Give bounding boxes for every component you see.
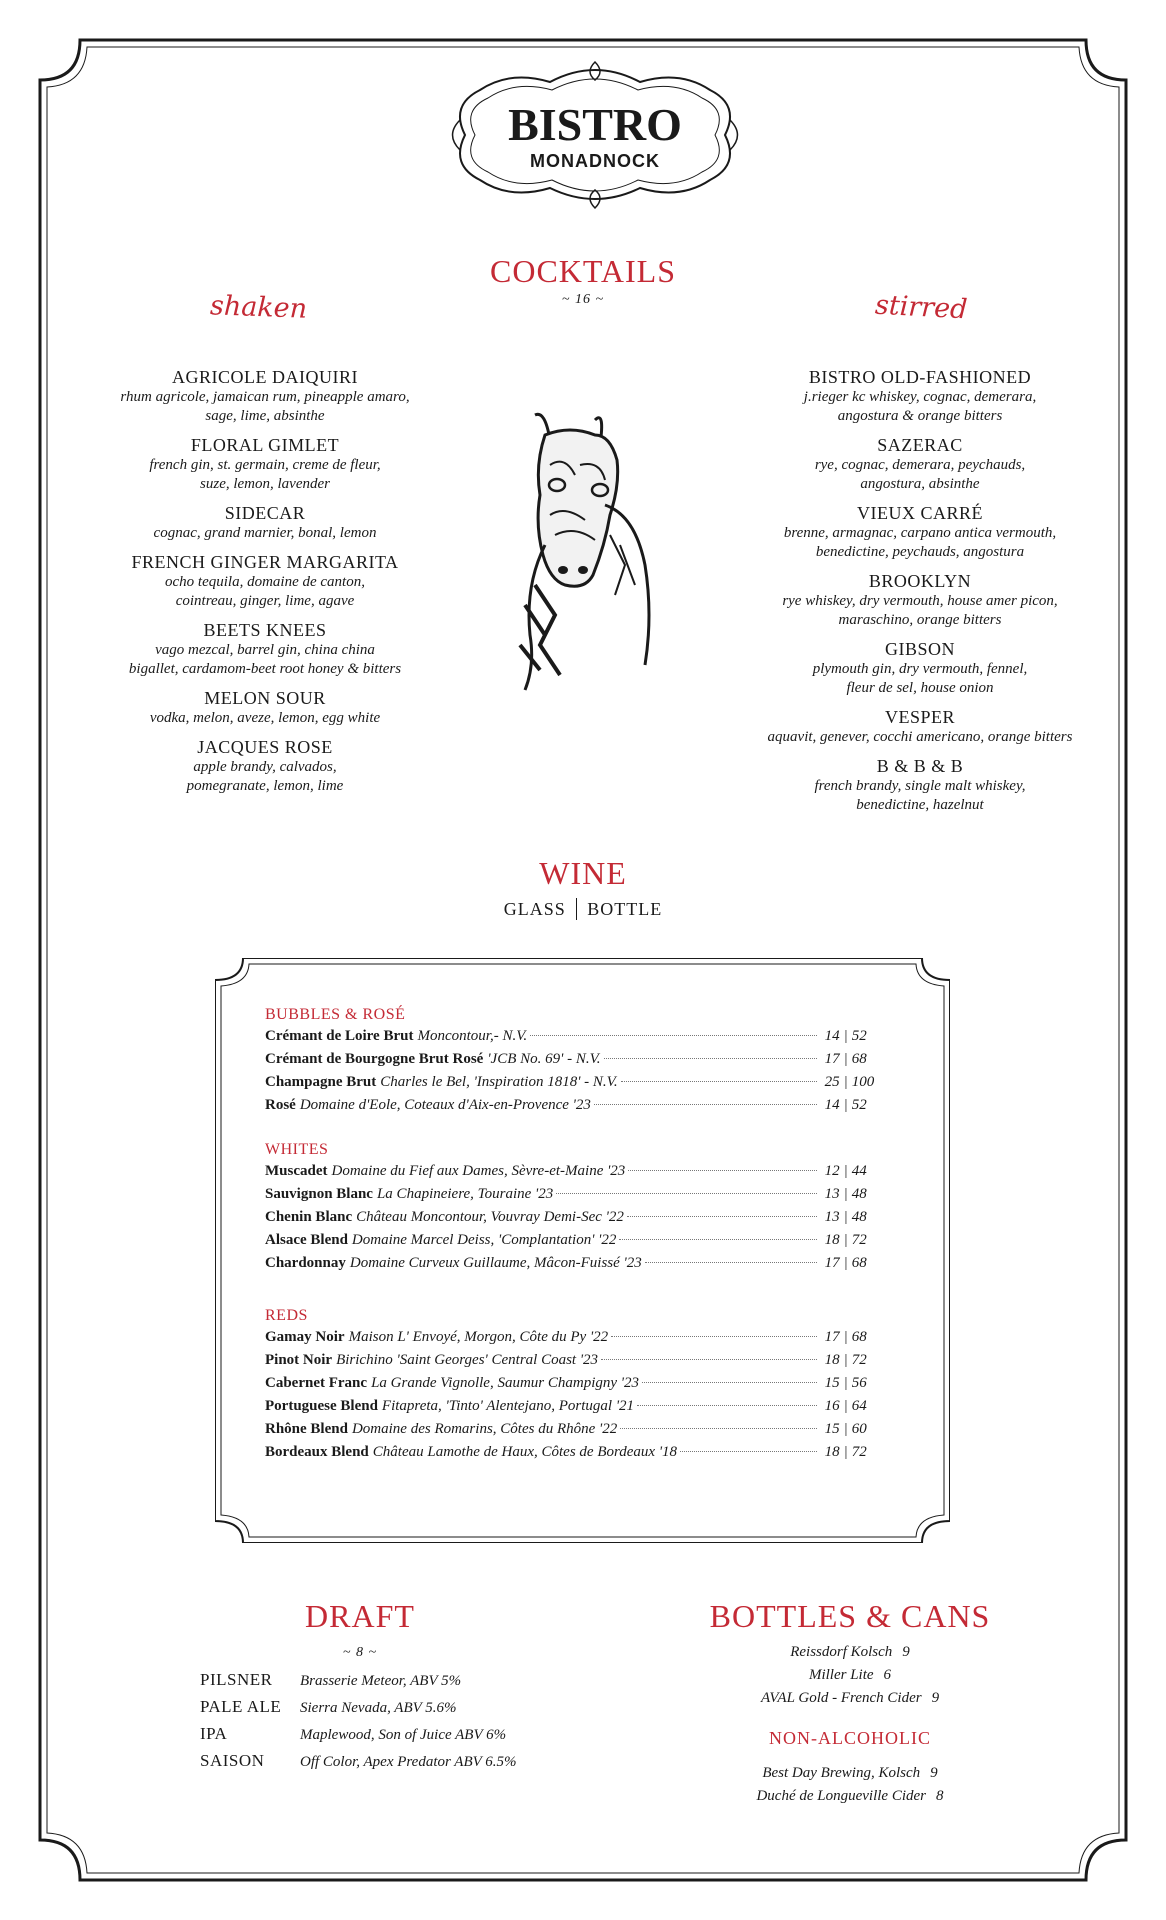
glass-price: 13 (824, 1186, 840, 1202)
wine-name: Crémant de Loire Brut (265, 1028, 414, 1044)
beverage-item (690, 1664, 1010, 1687)
wine-row (265, 1028, 875, 1051)
price-divider: | (843, 1074, 848, 1090)
cocktail-item (745, 366, 1095, 426)
cocktail-ingredients: french gin, st. germain, creme de fleur, (149, 457, 381, 473)
cocktail-item (745, 638, 1095, 698)
dot-leader (604, 1058, 817, 1059)
wine-row (265, 1186, 875, 1209)
beverage-price: 8 (936, 1788, 944, 1804)
cocktail-name: B & B & B (876, 756, 964, 776)
wine-row (265, 1232, 875, 1255)
price-divider: | (843, 1209, 848, 1225)
price-divider: | (843, 1421, 848, 1437)
glass-price: 16 (824, 1398, 840, 1414)
price-divider: | (843, 1398, 848, 1414)
wine-name: Cabernet Franc (265, 1375, 368, 1391)
wine-row (265, 1097, 875, 1120)
glass-price: 17 (824, 1051, 840, 1067)
bottle-price: 48 (851, 1209, 867, 1225)
cocktail-name: BROOKLYN (868, 571, 972, 591)
wine-name: Rhône Blend (265, 1421, 348, 1437)
cocktail-name: GIBSON (884, 639, 955, 659)
glass-price: 17 (824, 1255, 840, 1271)
cocktail-ingredients: suze, lemon, lavender (200, 476, 330, 492)
beverage-price: 9 (902, 1644, 910, 1660)
horse-illustration (505, 405, 655, 695)
price-divider: | (843, 1028, 848, 1044)
glass-price: 12 (824, 1163, 840, 1179)
shaken-list (90, 366, 440, 804)
price-divider: | (843, 1163, 848, 1179)
beverage-price: 6 (883, 1667, 892, 1683)
wine-row (265, 1329, 875, 1352)
wine-list (265, 1005, 875, 1487)
cocktail-item (745, 502, 1095, 562)
wine-price (820, 1097, 875, 1114)
glass-price: 18 (824, 1352, 840, 1368)
cocktail-item (90, 434, 440, 494)
glass-price: 15 (824, 1375, 840, 1391)
beverage-price: 9 (931, 1690, 940, 1706)
cocktail-ingredients: benedictine, hazelnut (856, 797, 984, 813)
logo-subtitle: MONADNOCK (530, 151, 660, 171)
wine-producer: Moncontour,- N.V. (417, 1028, 528, 1044)
beverage-name: AVAL Gold - French Cider (760, 1690, 922, 1706)
bottle-price: 52 (851, 1097, 867, 1113)
cocktail-name: MELON SOUR (204, 688, 326, 708)
draft-item (200, 1670, 461, 1697)
wine-row (265, 1352, 875, 1375)
cocktail-ingredients: brenne, armagnac, carpano antica vermouth, (783, 525, 1057, 541)
wine-price (820, 1074, 875, 1091)
price-divider: | (843, 1255, 848, 1271)
wine-price (820, 1352, 875, 1369)
beverage-name: Best Day Brewing, Kolsch (762, 1765, 921, 1781)
wine-price (820, 1329, 875, 1346)
wine-category-title: WHITES (265, 1141, 329, 1158)
wine-name: Muscadet (265, 1163, 328, 1179)
dot-leader (619, 1239, 817, 1240)
wine-producer: Domaine des Romarins, Côtes du Rhône '22 (351, 1421, 618, 1437)
cocktail-name: BEETS KNEES (203, 620, 327, 640)
beverage-name: Duché de Longueville Cider (756, 1788, 927, 1804)
cocktail-ingredients: vodka, melon, aveze, lemon, egg white (149, 710, 381, 726)
bottles-title: BOTTLES & CANS (709, 1598, 991, 1634)
cocktail-name: AGRICOLE DAIQUIRI (172, 367, 358, 387)
bottle-price: 44 (851, 1163, 867, 1179)
wine-glass-bottle-header (0, 898, 1166, 924)
wine-category (265, 1005, 875, 1120)
bottle-price: 60 (851, 1421, 867, 1437)
beverage-name: Reissdorf Kolsch (790, 1644, 893, 1660)
cocktail-item (745, 570, 1095, 630)
wine-category (265, 1306, 875, 1467)
wine-producer: Birichino 'Saint Georges' Central Coast '23 (336, 1352, 599, 1368)
bottle-price: 100 (851, 1074, 875, 1090)
wine-price (820, 1255, 875, 1272)
wine-row (265, 1074, 875, 1097)
bottle-price: 52 (851, 1028, 867, 1044)
wine-row (265, 1444, 875, 1467)
dot-leader (645, 1262, 817, 1263)
cocktail-ingredients: rye whiskey, dry vermouth, house amer picon, (782, 593, 1058, 609)
cocktail-ingredients: aquavit, genever, cocchi americano, orange bitters (767, 729, 1073, 745)
bottle-price: 68 (851, 1255, 867, 1271)
cocktail-ingredients: j.rieger kc whiskey, cognac, demerara, (803, 389, 1037, 405)
glass-price: 17 (824, 1329, 840, 1345)
cocktail-item (745, 706, 1095, 747)
wine-row (265, 1398, 875, 1421)
cocktails-price: ~ 16 ~ (561, 292, 605, 307)
cocktail-item (90, 502, 440, 543)
cocktail-item (90, 619, 440, 679)
price-divider: | (843, 1352, 848, 1368)
beverage-item (690, 1762, 1010, 1785)
cocktail-name: FLORAL GIMLET (190, 435, 340, 455)
shaken-label: shaken (209, 290, 308, 325)
header-divider (576, 898, 578, 920)
cocktail-item (745, 755, 1095, 815)
glass-price: 15 (824, 1421, 840, 1437)
cocktail-name: FRENCH GINGER MARGARITA (131, 552, 399, 572)
draft-brewery: Off Color, Apex Predator ABV 6.5% (300, 1754, 517, 1770)
cocktails-title: COCKTAILS (490, 253, 676, 289)
draft-item (200, 1751, 517, 1778)
wine-producer: Domaine d'Eole, Coteaux d'Aix-en-Provence '23 (299, 1097, 591, 1113)
dot-leader (621, 1081, 817, 1082)
cocktail-ingredients: french brandy, single malt whiskey, (814, 778, 1026, 794)
bottle-price: 48 (851, 1186, 867, 1202)
wine-category (265, 1140, 875, 1278)
wine-producer: La Grande Vignolle, Saumur Champigny '23 (371, 1375, 639, 1391)
wine-row (265, 1163, 875, 1186)
bottle-price: 72 (851, 1352, 867, 1368)
wine-producer: Domaine Marcel Deiss, 'Complantation' '22 (351, 1232, 617, 1248)
non-alcoholic-list (690, 1762, 1010, 1808)
cocktail-ingredients: sage, lime, absinthe (205, 408, 325, 424)
wine-name: Sauvignon Blanc (265, 1186, 373, 1202)
dot-leader (601, 1359, 817, 1360)
wine-price (820, 1163, 875, 1180)
bottle-price: 72 (851, 1444, 867, 1460)
wine-producer: Château Lamothe de Haux, Côtes de Bordeaux '18 (372, 1444, 678, 1460)
wine-producer: Domaine du Fief aux Dames, Sèvre-et-Maine '23 (331, 1163, 626, 1179)
wine-name: Bordeaux Blend (265, 1444, 369, 1460)
dot-leader (594, 1104, 817, 1105)
dot-leader (627, 1216, 817, 1217)
wine-name: Alsace Blend (265, 1232, 348, 1248)
wine-name: Champagne Brut (265, 1074, 377, 1090)
dot-leader (642, 1382, 817, 1383)
wine-producer: Fitapreta, 'Tinto' Alentejano, Portugal '21 (381, 1398, 635, 1414)
cocktail-item (90, 687, 440, 728)
cocktail-ingredients: angostura, absinthe (860, 476, 980, 492)
wine-price (820, 1232, 875, 1249)
wine-row (265, 1375, 875, 1398)
dot-leader (611, 1336, 817, 1337)
beverage-item (690, 1785, 1010, 1808)
price-divider: | (843, 1375, 848, 1391)
cocktail-ingredients: rye, cognac, demerara, peychauds, (814, 457, 1026, 473)
draft-item (200, 1724, 506, 1751)
bottle-price: 68 (851, 1329, 867, 1345)
draft-price: ~ 8 ~ (342, 1645, 378, 1660)
cocktail-name: BISTRO OLD-FASHIONED (808, 367, 1032, 387)
cocktail-ingredients: plymouth gin, dry vermouth, fennel, (812, 661, 1028, 677)
wine-producer: Domaine Curveux Guillaume, Mâcon-Fuissé '23 (349, 1255, 642, 1271)
wine-name: Pinot Noir (265, 1352, 333, 1368)
wine-producer: Château Moncontour, Vouvray Demi-Sec '22 (356, 1209, 624, 1225)
cocktail-ingredients: bigallet, cardamom-beet root honey & bitters (128, 661, 402, 677)
cocktail-name: VIEUX CARRÉ (857, 503, 983, 523)
price-divider: | (843, 1051, 848, 1067)
glass-price: 14 (824, 1028, 840, 1044)
wine-row (265, 1421, 875, 1444)
wine-name: Chardonnay (265, 1255, 346, 1271)
wine-producer: Maison L' Envoyé, Morgon, Côte du Py '22 (348, 1329, 609, 1345)
cocktail-item (90, 551, 440, 611)
bottle-price: 64 (851, 1398, 867, 1414)
wine-price (820, 1421, 875, 1438)
bottle-price: 72 (851, 1232, 867, 1248)
wine-price (820, 1209, 875, 1226)
cocktail-ingredients: vago mezcal, barrel gin, china china (155, 642, 375, 658)
bottle-label: BOTTLE (587, 899, 663, 920)
price-divider: | (843, 1232, 848, 1248)
cocktail-name: SIDECAR (224, 503, 306, 523)
glass-price: 18 (824, 1232, 840, 1248)
draft-item (200, 1697, 457, 1724)
wine-producer: 'JCB No. 69' - N.V. (487, 1051, 601, 1067)
stirred-list (745, 366, 1095, 823)
bottle-price: 56 (851, 1375, 867, 1391)
draft-title: DRAFT (305, 1598, 415, 1634)
wine-producer: La Chapineiere, Touraine '23 (376, 1186, 554, 1202)
cocktail-ingredients: benedictine, peychauds, angostura (815, 544, 1025, 560)
beverage-item (690, 1641, 1010, 1664)
draft-style: SAISON (200, 1751, 265, 1770)
wine-price (820, 1398, 875, 1415)
wine-name: Gamay Noir (265, 1329, 345, 1345)
draft-style: PALE ALE (200, 1697, 282, 1716)
dot-leader (680, 1451, 817, 1452)
bottle-price: 68 (851, 1051, 867, 1067)
dot-leader (628, 1170, 817, 1171)
wine-name: Portuguese Blend (265, 1398, 378, 1414)
price-divider: | (843, 1329, 848, 1345)
beverage-price: 9 (930, 1765, 938, 1781)
dot-leader (530, 1035, 817, 1036)
price-divider: | (843, 1186, 848, 1202)
bottles-list (690, 1641, 1010, 1710)
cocktail-ingredients: cognac, grand marnier, bonal, lemon (153, 525, 377, 541)
cocktail-ingredients: ocho tequila, domaine de canton, (165, 574, 365, 590)
wine-price (820, 1186, 875, 1203)
draft-brewery: Maplewood, Son of Juice ABV 6% (300, 1727, 507, 1743)
draft-brewery: Sierra Nevada, ABV 5.6% (300, 1700, 457, 1716)
cocktail-item (90, 366, 440, 426)
cocktail-ingredients: fleur de sel, house onion (846, 680, 994, 696)
cocktail-ingredients: apple brandy, calvados, (193, 759, 337, 775)
wine-price (820, 1444, 875, 1461)
dot-leader (556, 1193, 817, 1194)
wine-name: Rosé (265, 1097, 296, 1113)
cocktail-ingredients: angostura & orange bitters (837, 408, 1003, 424)
cocktail-ingredients: cointreau, ginger, lime, agave (175, 593, 355, 609)
glass-label: GLASS (503, 899, 566, 920)
cocktail-ingredients: rhum agricole, jamaican rum, pineapple amaro, (120, 389, 410, 405)
wine-row (265, 1255, 875, 1278)
dot-leader (620, 1428, 817, 1429)
wine-producer: Charles le Bel, 'Inspiration 1818' - N.V. (380, 1074, 618, 1090)
cocktail-ingredients: pomegranate, lemon, lime (186, 778, 344, 794)
logo-title: BISTRO (508, 99, 682, 150)
wine-category-title: BUBBLES & ROSÉ (265, 1006, 406, 1023)
wine-name: Crémant de Bourgogne Brut Rosé (265, 1051, 484, 1067)
wine-title: WINE (539, 855, 627, 891)
draft-brewery: Brasserie Meteor, ABV 5% (300, 1673, 462, 1689)
price-divider: | (843, 1444, 848, 1460)
wine-name: Chenin Blanc (265, 1209, 353, 1225)
wine-price (820, 1051, 875, 1068)
wine-price (820, 1375, 875, 1392)
cocktail-name: VESPER (884, 707, 956, 727)
wine-price (820, 1028, 875, 1045)
wine-category-title: REDS (265, 1307, 308, 1324)
dot-leader (637, 1405, 817, 1406)
cocktail-name: SAZERAC (877, 435, 963, 455)
cocktail-ingredients: maraschino, orange bitters (838, 612, 1002, 628)
stirred-label: stirred (874, 289, 969, 326)
draft-style: IPA (200, 1724, 228, 1743)
price-divider: | (843, 1097, 848, 1113)
glass-price: 13 (824, 1209, 840, 1225)
beverage-name: Miller Lite (808, 1667, 874, 1683)
wine-row (265, 1051, 875, 1074)
bistro-logo (440, 60, 750, 210)
cocktail-item (90, 736, 440, 796)
beverage-item (690, 1687, 1010, 1710)
non-alcoholic-title: NON-ALCOHOLIC (769, 1728, 931, 1748)
cocktail-item (745, 434, 1095, 494)
wine-row (265, 1209, 875, 1232)
glass-price: 18 (824, 1444, 840, 1460)
glass-price: 25 (824, 1074, 840, 1090)
glass-price: 14 (824, 1097, 840, 1113)
draft-style: PILSNER (200, 1670, 273, 1689)
cocktail-name: JACQUES ROSE (197, 737, 333, 757)
